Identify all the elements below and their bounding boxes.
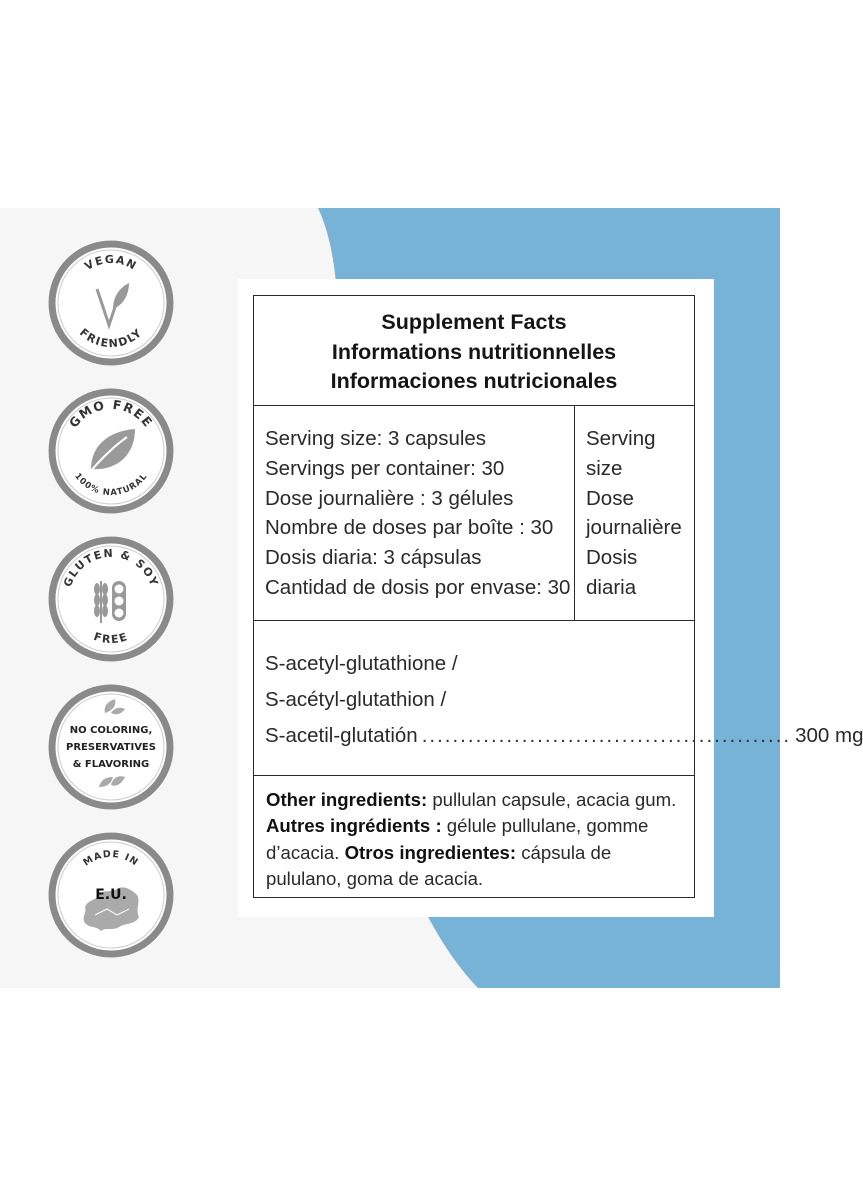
serving-line: Dosis diaria: 3 cápsulas (265, 546, 482, 570)
serving-section (254, 406, 694, 621)
vegan-badge-top-text: VEGAN (82, 252, 140, 274)
facts-title-es: Informaciones nutricionales (330, 369, 618, 393)
serving-line: Serving size: 3 capsules (265, 427, 487, 450)
gmo-badge-top-text: GMO FREE (65, 396, 157, 431)
gluten-badge-top-text: GLUTEN & SOY (60, 546, 161, 589)
active-ingredient-section (254, 621, 863, 776)
serving-line: Dose journalière : 3 gélules (265, 486, 514, 510)
gmo-badge-bottom-text: 100% NATURAL (72, 471, 150, 499)
vegan-friendly-badge (45, 237, 177, 369)
column-line: Serving (586, 427, 656, 450)
column-line: Dose (586, 486, 634, 510)
ingredient-amount: 300 mg (795, 724, 863, 747)
other-text-en: pullulan capsule, acacia gum. (427, 789, 677, 810)
facts-title-en: Supplement Facts (381, 310, 567, 334)
facts-header (254, 296, 694, 406)
other-text-es: cápsula de pululano, goma de acacia. (266, 841, 612, 889)
other-label-fr: Autres ingrédients : (266, 815, 442, 837)
no-coloring-line-1: NO COLORING, (69, 725, 153, 736)
no-coloring-badge (45, 681, 177, 813)
serving-line: Cantidad de dosis por envase: 30 (265, 575, 571, 599)
other-text-fr: gélule pullulane, gomme d’acacia. (266, 815, 649, 863)
gluten-badge-bottom-text: FREE (92, 629, 130, 647)
no-coloring-line-2: PRESERVATIVES (66, 742, 156, 753)
made-in-eu-badge (45, 829, 177, 961)
facts-title-fr: Informations nutritionnelles (331, 339, 617, 364)
vegan-badge-bottom-text: FRIENDLY (77, 325, 145, 351)
column-line: Dosis (586, 546, 638, 570)
other-ingredients (254, 776, 694, 892)
dot-leader: ................................................ (421, 724, 792, 747)
gmo-free-badge (45, 385, 177, 517)
ingredient-name-en: S-acetyl-glutathione / (265, 652, 458, 675)
ingredient-amount-row (265, 718, 863, 754)
serving-info (254, 406, 575, 620)
serving-line: Servings per container: 30 (265, 456, 505, 480)
eu-badge-top-text: MADE IN (81, 848, 141, 869)
column-line: diaria (586, 575, 637, 599)
serving-line: Nombre de doses par boîte : 30 (265, 516, 554, 540)
gluten-soy-free-badge (45, 533, 177, 665)
column-line: journalière (586, 516, 682, 540)
eu-badge-center-text: E.U. (95, 887, 127, 903)
other-label-es: Otros ingredientes: (344, 841, 517, 863)
no-coloring-line-3: & FLAVORING (72, 759, 150, 770)
serving-column-header (575, 406, 694, 620)
ingredient-name-es: S-acetil-glutatión (265, 724, 418, 747)
column-line: size (586, 456, 623, 480)
supplement-facts-table (253, 295, 863, 898)
ingredient-name-fr: S-acétyl-glutathion / (265, 688, 447, 711)
other-label-en: Other ingredients: (266, 789, 428, 810)
